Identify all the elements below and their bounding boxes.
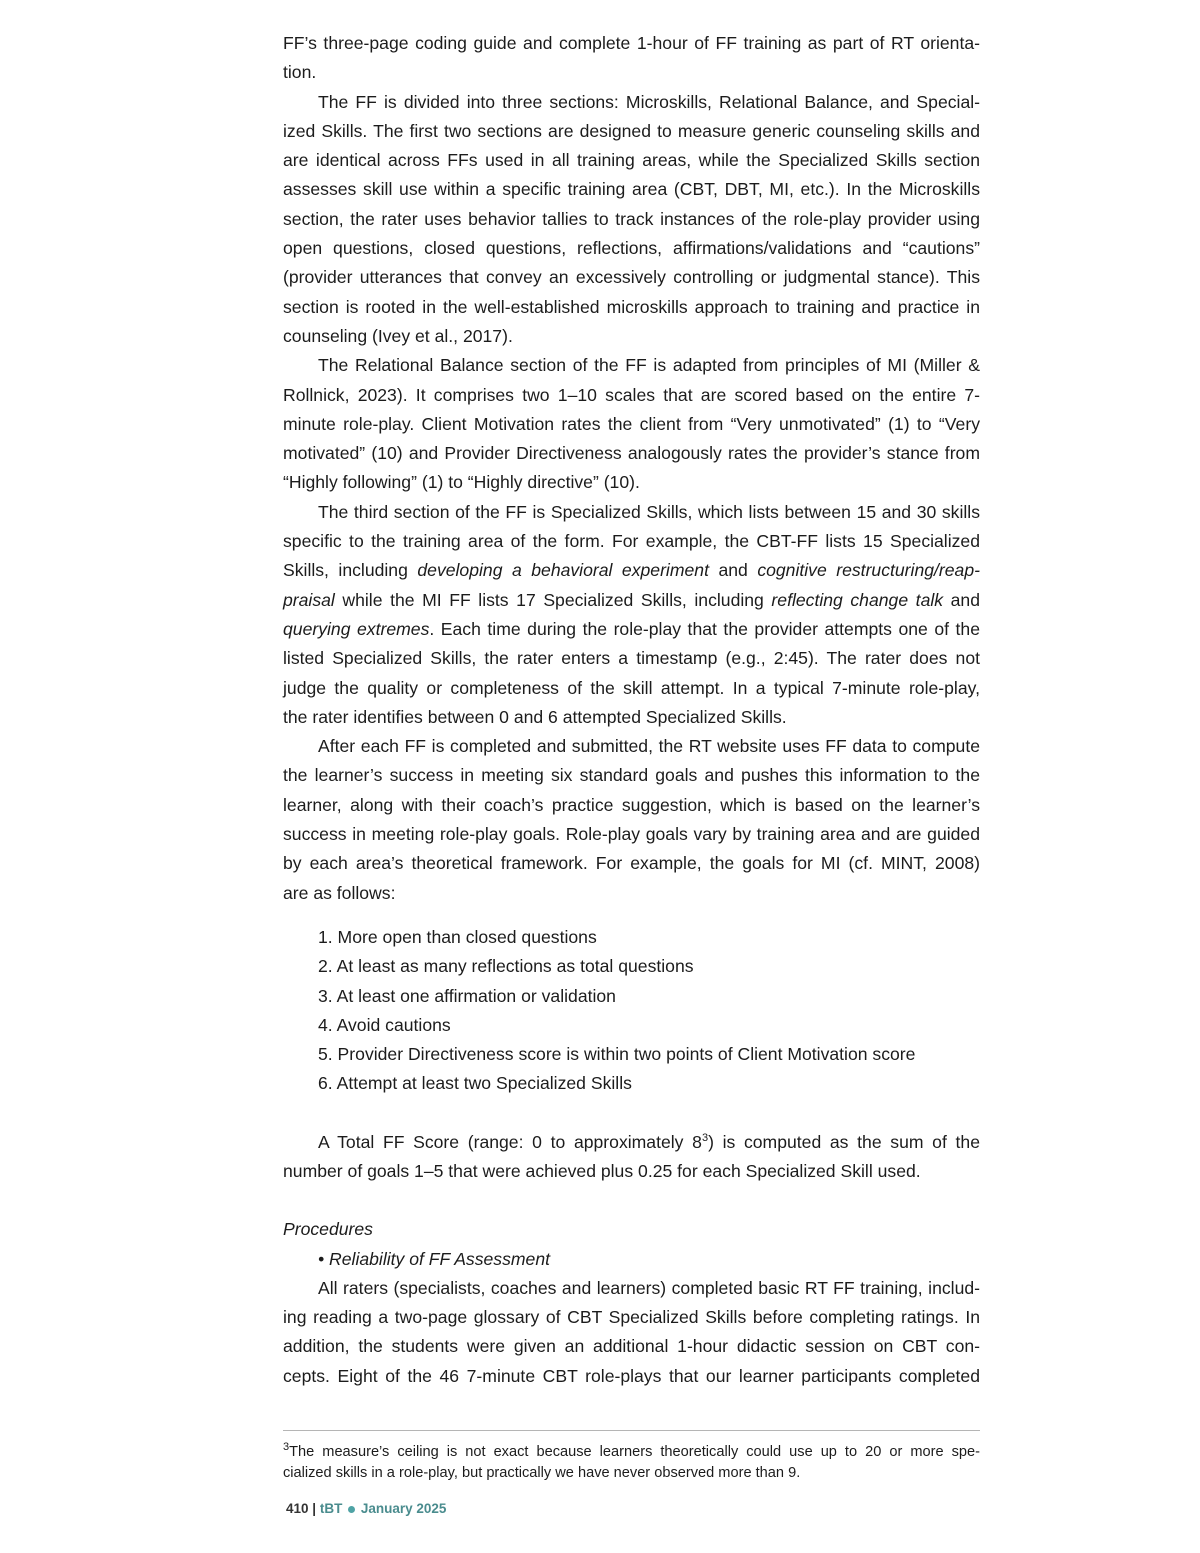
footer-separator: | [312, 1501, 317, 1516]
text-run: and [708, 560, 758, 581]
text-line: The FF is divided into three sections: Microskills, Relational Balance, and Special- [318, 91, 980, 112]
list-item: 3. At least one affirmation or validation [318, 985, 616, 1006]
goals-list [283, 923, 980, 1099]
text-line: number of goals 1–5 that were achieved plus 0.25 for each Specialized Skill used. [283, 1160, 921, 1181]
subsection-heading [283, 1245, 980, 1274]
text-line: learner, along with their coach’s practice suggestion, which is based on the learner’s [283, 794, 980, 815]
list-item: 6. Attempt at least two Specialized Skills [318, 1073, 632, 1094]
footnote [283, 1442, 980, 1484]
text-line: tion. [283, 62, 317, 83]
bullet-dot-icon [348, 1506, 355, 1513]
paragraph-specialized-skills [283, 498, 980, 732]
paragraph-total-score [283, 1128, 980, 1187]
text-line: listed Specialized Skills, the rater enters a timestamp (e.g., 2:45). The rater does not [283, 648, 980, 669]
text-line [283, 556, 980, 585]
text-run: while the MI FF lists 17 Specialized Skills, including [334, 589, 772, 610]
text-line: assesses skill use within a specific training area (CBT, DBT, MI, etc.). In the Microskills [283, 179, 980, 200]
list-item: 5. Provider Directiveness score is within two points of Client Motivation score [318, 1044, 916, 1065]
footnote-marker: 3 [283, 1441, 290, 1454]
text-run: and [943, 589, 980, 610]
issue-date: January 2025 [360, 1501, 447, 1516]
text-line: judge the quality or completeness of the skill attempt. In a typical 7-minute role-play, [283, 677, 980, 698]
page-footer [286, 1501, 446, 1516]
text-line: ized Skills. The first two sections are designed to measure generic counseling skills and [283, 120, 980, 141]
text-line [283, 1128, 980, 1157]
article-body [283, 29, 980, 1391]
paragraph-goals-intro [283, 732, 980, 908]
text-line: motivated” (10) and Provider Directiveness analogously rates the provider’s stance from [283, 443, 980, 464]
text-line: open questions, closed questions, reflections, affirmations/validations and “cautions” [283, 238, 980, 259]
text-run: . Each time during the role-play that the provider attempts one of the [429, 618, 981, 639]
subsection-heading-text: • Reliability of FF Assessment [318, 1248, 551, 1269]
text-line: After each FF is completed and submitted, the RT website uses FF data to compute [318, 736, 980, 757]
page-number: 410 [286, 1501, 309, 1516]
text-line: success in meeting role-play goals. Role-play goals vary by training area and are guided [283, 824, 980, 845]
text-line: The Relational Balance section of the FF is adapted from principles of MI (Miller & [318, 355, 980, 376]
section-heading-text: Procedures [283, 1219, 373, 1240]
text-line: the rater identifies between 0 and 6 attempted Specialized Skills. [283, 706, 787, 727]
section-heading [283, 1215, 980, 1244]
text-line: (provider utterances that convey an excessively controlling or judgmental stance). This [283, 267, 980, 288]
text-line: by each area’s theoretical framework. For example, the goals for MI (cf. MINT, 2008) [283, 853, 980, 874]
italic-skill-name: querying extremes [283, 618, 430, 639]
text-line [283, 615, 980, 644]
text-run: ) is computed as the sum of the [708, 1131, 980, 1152]
text-line: ing reading a two-page glossary of CBT Specialized Skills before completing ratings. In [283, 1307, 980, 1328]
italic-skill-name: reflecting change talk [771, 589, 944, 610]
text-line: specific to the training area of the form. For example, the CBT-FF lists 15 Specialized [283, 531, 980, 552]
text-line: section is rooted in the well-established microskills approach to training and practice in [283, 296, 980, 317]
text-line: are identical across FFs used in all training areas, while the Specialized Skills section [283, 150, 980, 171]
text-run: Skills, including [283, 560, 418, 581]
italic-skill-name: praisal [283, 589, 335, 610]
text-line: counseling (Ivey et al., 2017). [283, 325, 513, 346]
paragraph-relational-balance [283, 351, 980, 497]
text-line: All raters (specialists, coaches and learners) completed basic RT FF training, includ- [318, 1277, 980, 1298]
italic-skill-name: cognitive restructuring/reap- [757, 560, 980, 581]
list-item: 2. At least as many reflections as total questions [318, 956, 694, 977]
text-line: Rollnick, 2023). It comprises two 1–10 scales that are scored based on the entire 7- [283, 384, 980, 405]
text-line: addition, the students were given an additional 1-hour didactic session on CBT con- [283, 1336, 980, 1357]
text-line: cepts. Eight of the 46 7-minute CBT role-plays that our learner participants completed [283, 1365, 980, 1386]
footnote-text: The measure’s ceiling is not exact because learners theoretically could use up to 20 or more spe- [289, 1444, 980, 1460]
paragraph-ff-sections [283, 88, 980, 352]
paragraph-continuation [283, 29, 980, 88]
footnote-ref: 3 [701, 1131, 709, 1144]
footnote-divider [283, 1430, 980, 1431]
list-item: 1. More open than closed questions [318, 926, 597, 947]
text-line: “Highly following” (1) to “Highly directive” (10). [283, 472, 640, 493]
paragraph-reliability [283, 1274, 980, 1391]
text-run: A Total FF Score (range: 0 to approximately 8 [318, 1131, 702, 1152]
text-line: section, the rater uses behavior tallies to track instances of the role-play provider using [283, 208, 980, 229]
footnote-line [283, 1442, 980, 1463]
journal-name: tBT [319, 1501, 343, 1516]
text-line: the learner’s success in meeting six standard goals and pushes this information to the [283, 765, 980, 786]
italic-skill-name: developing a behavioral experiment [417, 560, 709, 581]
text-line: are as follows: [283, 882, 396, 903]
list-item: 4. Avoid cautions [318, 1014, 451, 1035]
text-line: FF’s three-page coding guide and complete 1-hour of FF training as part of RT orienta- [283, 33, 980, 53]
text-line [283, 586, 980, 615]
text-line: minute role-play. Client Motivation rates the client from “Very unmotivated” (1) to “Very [283, 413, 980, 434]
footnote-line: cialized skills in a role-play, but practically we have never observed more than 9. [283, 1465, 801, 1481]
text-line: The third section of the FF is Specialized Skills, which lists between 15 and 30 skills [318, 501, 980, 522]
